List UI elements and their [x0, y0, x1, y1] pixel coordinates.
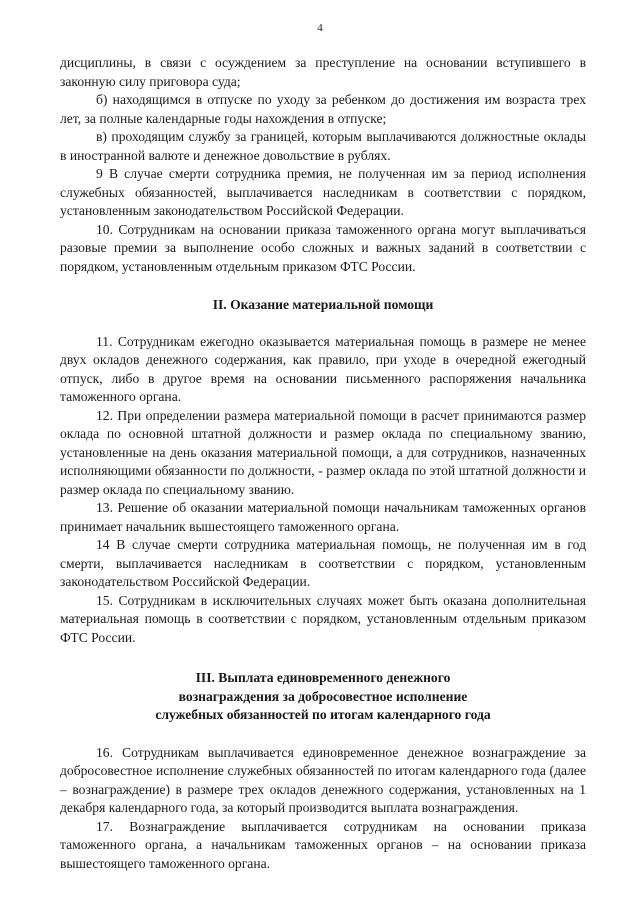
paragraph-continuation: дисциплины, в связи с осуждением за преступление на основании вступившего в законную силу приговора суда;: [60, 55, 586, 89]
section-2-title: II. Оказание материальной помощи: [212, 297, 434, 312]
document-body: [60, 54, 586, 873]
section-3-title-line: служебных обязанностей по итогам календарного года: [155, 707, 491, 722]
section-3-title: [60, 669, 586, 725]
paragraph-10: 10. Сотрудникам на основании приказа таможенного органа могут выплачиваться разовые премии за выполнение особо сложных и важных заданий в соответствии с порядком, установленным отдельным приказом ФТС России.: [60, 221, 586, 274]
section-3-title-line: вознаграждения за добросовестное исполнение: [178, 688, 468, 704]
paragraph-9: 9 В случае смерти сотрудника премия, не полученная им за период исполнения служебных обязанностей, выплачивается наследникам в соответствии с порядком, установленным законодательством Российской Федерации.: [60, 166, 586, 218]
paragraph-11: 11. Сотрудникам ежегодно оказывается материальная помощь в размере не менее двух окладов денежного содержания, как правило, при уходе в очередной ежегодный отпуск, либо в другое время на основании письменного распоряжения начальника таможенного органа.: [60, 333, 586, 404]
page-number: 4: [317, 22, 323, 34]
section-3-title-line: III. Выплата единовременного денежного: [195, 670, 451, 685]
paragraph-15: 15. Сотрудникам в исключительных случаях может быть оказана дополнительная материальная помощь в соответствии с порядком, установленным отдельным приказом ФТС России.: [60, 592, 586, 645]
paragraph-12: 12. При определении размера материальной помощи в расчет принимаются размер оклада по основной штатной должности и размер оклада по специальному званию, установленные на день оказания материальной помощи, а для сотрудников, назначенных исполняющими обязанности по должности, - размер оклада по этой штатной должности и размер оклада по специальному званию.: [60, 407, 586, 497]
paragraph-item-v: в) проходящим службу за границей, которым выплачиваются должностные оклады в иностранной валюте и денежное довольствие в рублях.: [60, 129, 586, 163]
paragraph-13: 13. Решение об оказании материальной помощи начальникам таможенных органов принимает начальник вышестоящего таможенного органа.: [60, 500, 586, 534]
paragraph-16: 16. Сотрудникам выплачивается единовременное денежное вознаграждение за добросовестное исполнение служебных обязанностей по итогам календарного года (далее – вознаграждение) в размере трех окладов денежного содержания, установленных на 1 декабря календарного года, за который производится выплата вознаграждения.: [60, 744, 586, 815]
paragraph-item-b: б) находящимся в отпуске по уходу за ребенком до достижения им возраста трех лет, за полные календарные годы нахождения в отпуске;: [60, 92, 586, 126]
paragraph-17: 17. Вознаграждение выплачивается сотрудникам на основании приказа таможенного органа, а начальникам таможенных органов – на основании приказа вышестоящего таможенного органа.: [60, 818, 586, 871]
paragraph-14: 14 В случае смерти сотрудника материальная помощь, не полученная им в год смерти, выплачивается наследникам в соответствии с порядком, установленным законодательством Российской Федерации.: [60, 537, 586, 589]
